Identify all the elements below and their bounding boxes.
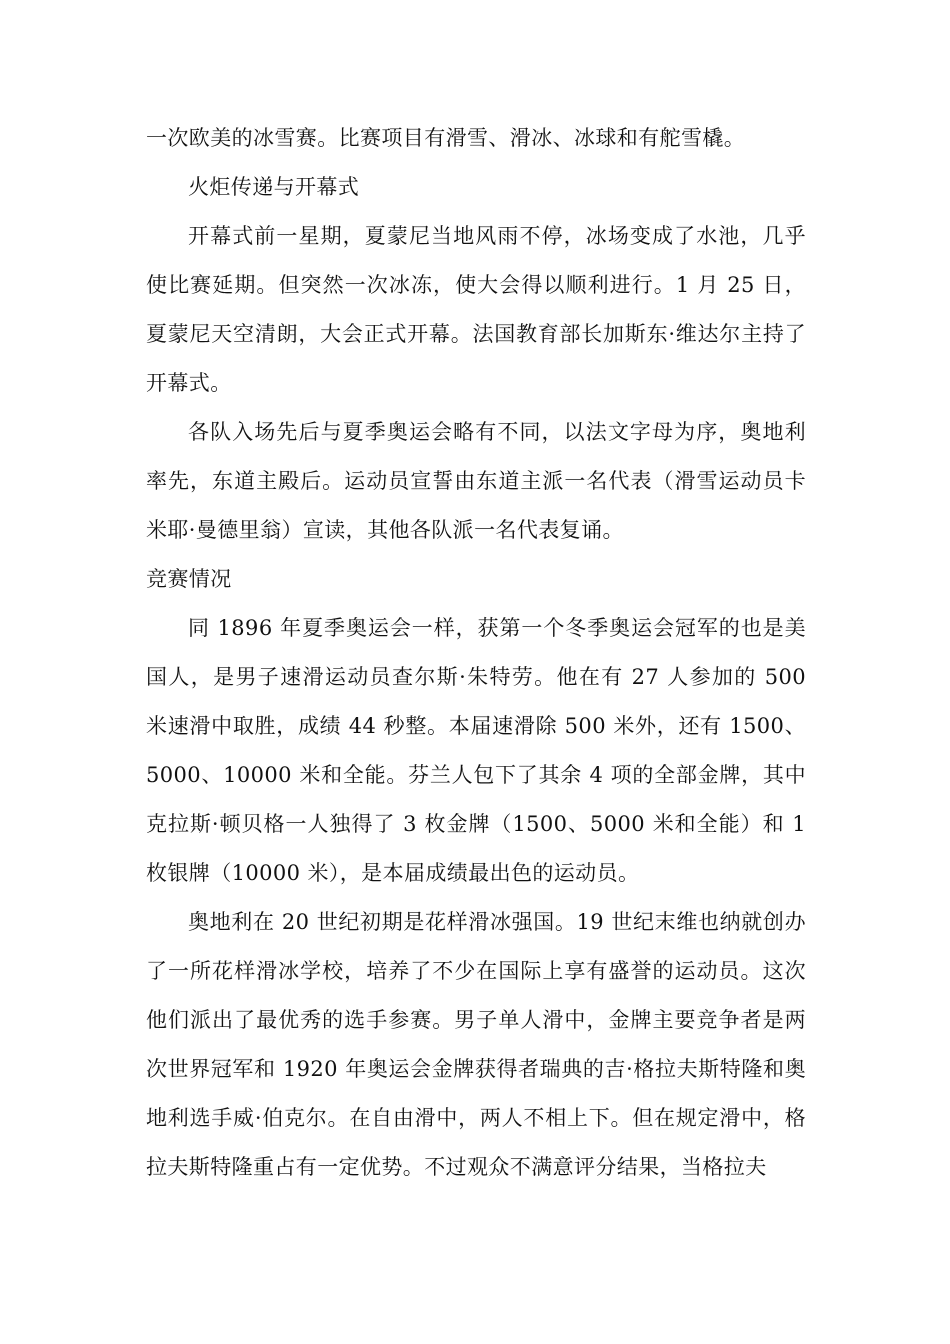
paragraph-figure-skating: 奥地利在 20 世纪初期是花样滑冰强国。19 世纪末维也纳就创办了一所花样滑冰学校，培养了不少在国际上享有盛誉的运动员。这次他们派出了最优秀的选手参赛。男子单人滑中，金牌主要竞争者是两次世界冠军和 1920 年奥运会金牌获得者瑞典的吉·格拉夫斯特隆和奥地利选手威·伯克尔。在自由滑中，两人不相上下。但在规定滑中，格拉夫斯特隆重占有一定优势。不过观众不满意评分结果，当格拉夫 [146, 910, 806, 1179]
section-heading-torch-opening: 火炬传递与开幕式 [188, 175, 360, 199]
paragraph-continuation: 一次欧美的冰雪赛。比赛项目有滑雪、滑冰、冰球和有舵雪橇。 [146, 126, 746, 150]
paragraph-opening-ceremony: 开幕式前一星期，夏蒙尼当地风雨不停，冰场变成了水池，几乎使比赛延期。但突然一次冰冻，使大会得以顺利进行。1 月 25 日，夏蒙尼天空清朗，大会正式开幕。法国教育部长加斯东·维达尔主持了开幕式。 [146, 224, 806, 395]
paragraph-speed-skating: 同 1896 年夏季奥运会一样，获第一个冬季奥运会冠军的也是美国人，是男子速滑运动员查尔斯·朱特劳。他在有 27 人参加的 500 米速滑中取胜，成绩 44 秒整。本届速滑除 500 米外，还有 1500、5000、10000 米和全能。芬兰人包下了其余 4 项的全部金牌，其中克拉斯·顿贝格一人独得了 3 枚金牌（1500、5000 米和全能）和 1 枚银牌（10000 米），是本届成绩最出色的运动员。 [146, 616, 806, 885]
document-body [146, 114, 806, 1192]
paragraph-team-entry: 各队入场先后与夏季奥运会略有不同，以法文字母为序，奥地利率先，东道主殿后。运动员宣誓由东道主派一名代表（滑雪运动员卡米耶·曼德里翁）宣读，其他各队派一名代表复诵。 [146, 420, 806, 542]
section-heading-competition: 竞赛情况 [146, 567, 232, 591]
